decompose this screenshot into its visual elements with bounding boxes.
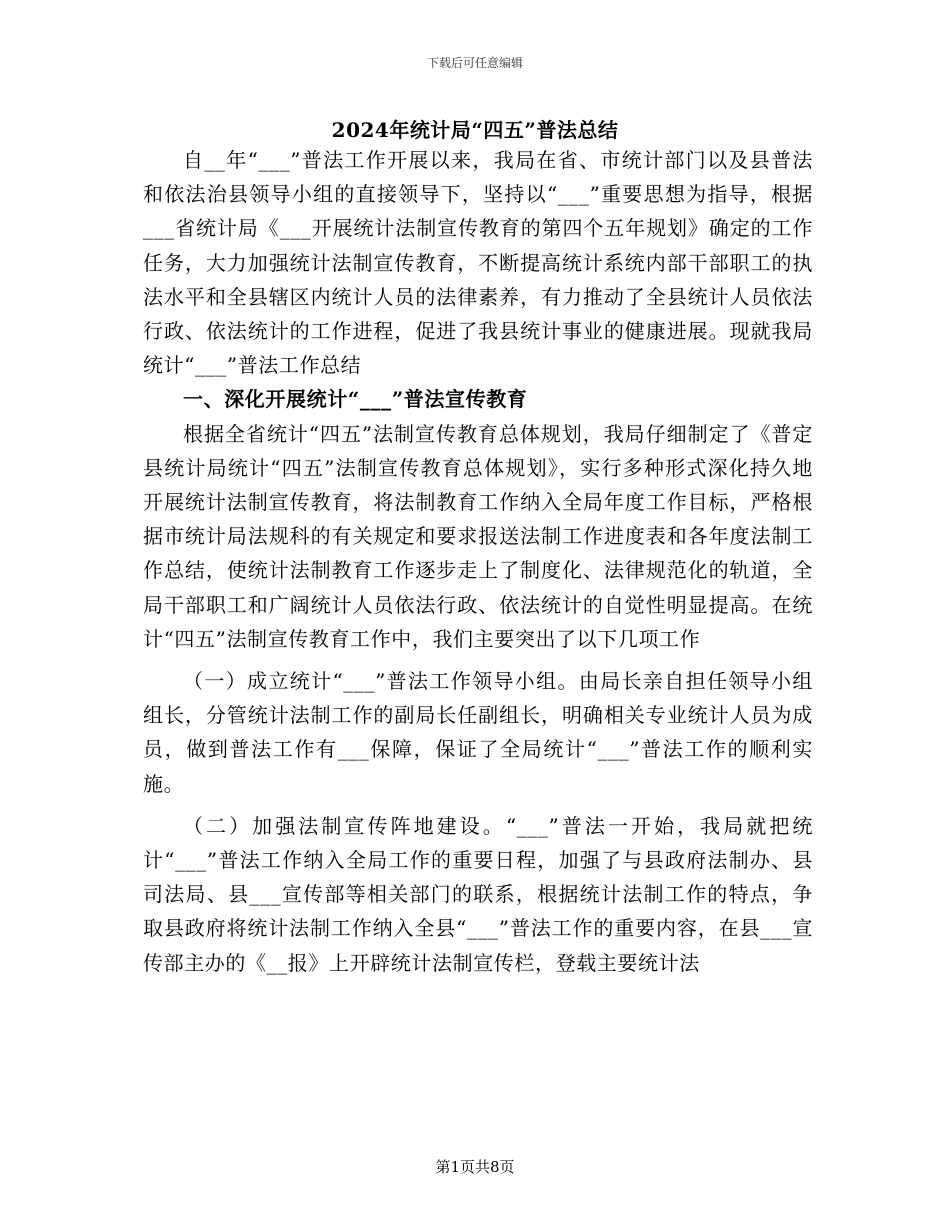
paragraph-section-1: 根据全省统计“四五”法制宣传教育总体规划，我局仔细制定了《普定县统计局统计“四五”法制宣传教育总体规划》，实行多种形式深化持久地开展统计法制宣传教育，将法制教育工作纳入全局年度工作目标，严格根据市统计局法规科的有关规定和要求报送法制工作进度表和各年度法制工作总结，使统计法制教育工作逐步走上了制度化、法律规范化的轨道，全局干部职工和广阔统计人员依法行政、依法统计的自觉性明显提高。在统计“四五”法制宣传教育工作中，我们主要突出了以下几项工作 (143, 421, 813, 651)
section-heading: 一、深化开展统计“___”普法宣传教育 (183, 387, 528, 412)
document-title: 2024年统计局“四五”普法总结 (331, 118, 619, 142)
paragraph-intro: 自__年“___”普法工作开展以来，我局在省、市统计部门以及县普法和依法治县领导小组的直接领导下，坚持以“___”重要思想为指导，根据___省统计局《___开展统计法制宣传教育的第四个五年规划》确定的工作任务，大力加强统计法制宣传教育，不断提高统计系统内部干部职工的执法水平和全县辖区内统计人员的法律素养，有力推动了全县统计人员依法行政、依法统计的工作进程，促进了我县统计事业的健康进展。现就我局统计“___”普法工作总结 (143, 148, 813, 378)
page-number: 第1页共8页 (435, 1158, 515, 1176)
paragraph-item-1: （一）成立统计“___”普法工作领导小组。由局长亲自担任领导小组组长，分管统计法制工作的副局长任副组长，明确相关专业统计人员为成员，做到普法工作有___保障，保证了全局统计“___”普法工作的顺利实施。 (143, 669, 813, 796)
page-header-note: 下载后可任意编辑 (426, 56, 523, 70)
document-body (143, 143, 813, 980)
paragraph-item-2: （二）加强法制宣传阵地建设。“___”普法一开始，我局就把统计“___”普法工作纳入全局工作的重要日程，加强了与县政府法制办、县司法局、县___宣传部等相关部门的联系，根据统计法制工作的特点，争取县政府将统计法制工作纳入全县“___”普法工作的重要内容，在县___宣传部主办的《__报》上开辟统计法制宣传栏，登载主要统计法 (143, 813, 813, 975)
